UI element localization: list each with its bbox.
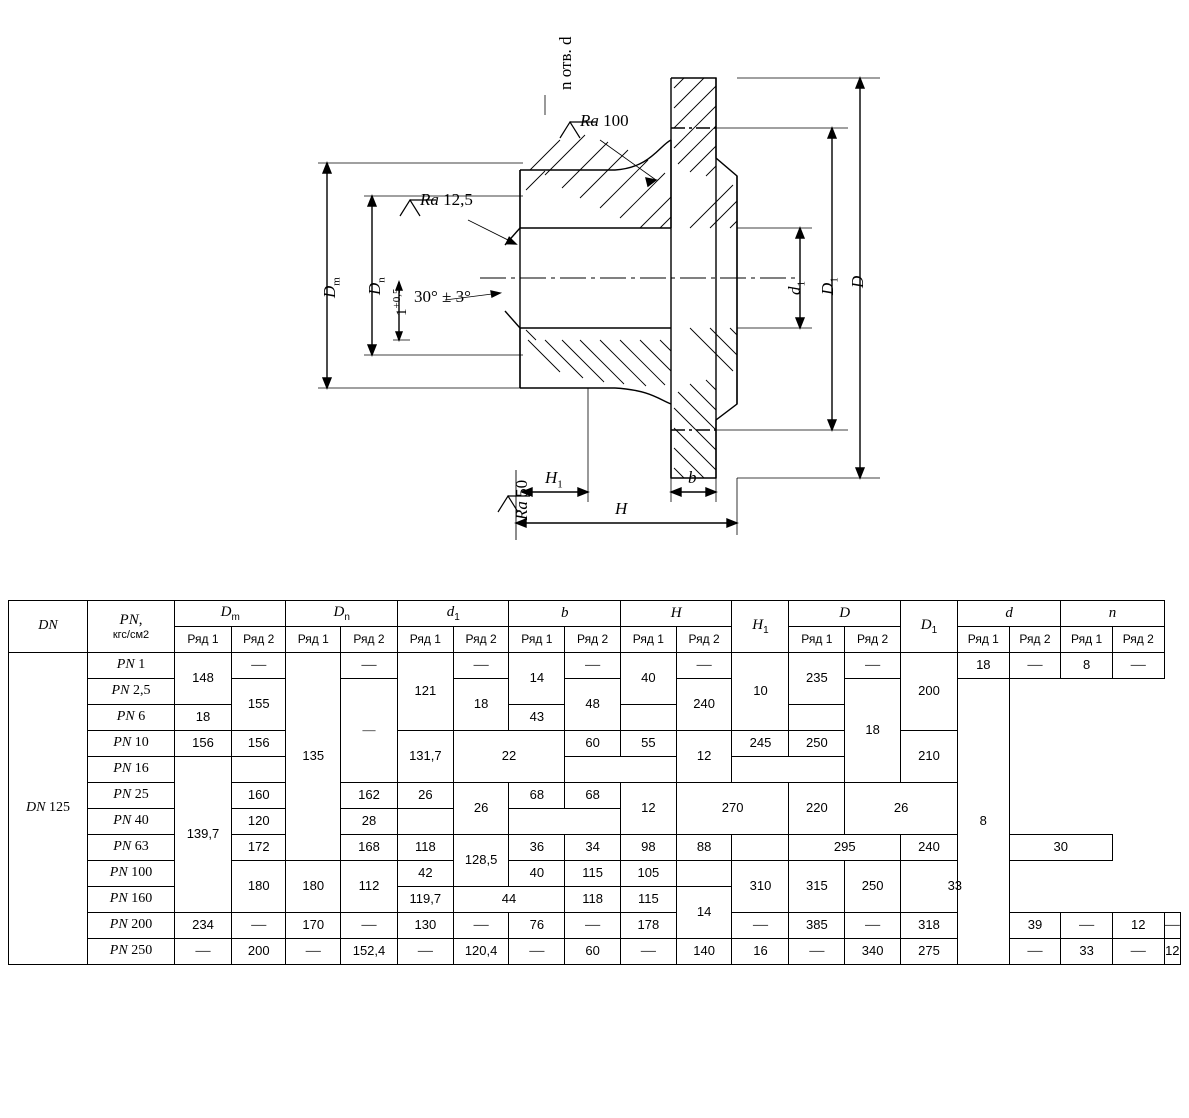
header-n-ryad2: Ряд 2 (1112, 627, 1164, 653)
cell-pn: PN 16 (88, 757, 175, 783)
cell-n-ryad1: 12 (1112, 913, 1164, 939)
header-dn: DN (9, 601, 88, 653)
cell-D-ryad1: — (789, 939, 845, 965)
cell-D1: 210 (900, 731, 957, 783)
cell-Dm-ryad1: 234 (175, 913, 232, 939)
cell-Dn-ryad2: 152,4 (341, 939, 398, 965)
cell-pn: PN 10 (88, 731, 175, 757)
label-H1: $H_1$ (545, 468, 563, 491)
cell-Dn-ryad2: — (341, 913, 398, 939)
cell-pn: PN 200 (88, 913, 175, 939)
cell-Dm-ryad1: 148 (175, 653, 232, 705)
cell-H1-3 (732, 835, 789, 861)
cell-D-ryad1: 235 (789, 653, 845, 705)
cell-b-ryad1: 36 (509, 835, 565, 861)
cell-H-ryad1: 98 (620, 835, 676, 861)
cell-Dm-ryad1: 172 (231, 835, 286, 861)
specification-table (8, 600, 1181, 965)
cell-D-ryad2: 240 (676, 679, 732, 731)
cell-b-ryad1: 14 (509, 653, 565, 705)
cell-Dn-ryad1: 135 (286, 653, 341, 861)
cell-Dm-ryad2: 162 (341, 783, 398, 809)
label-D: D (848, 275, 867, 288)
cell-H1: 16 (732, 939, 789, 965)
cell-d-ryad2: 33 (1061, 939, 1113, 965)
label-thickness: $1^{+0,5}$ (391, 288, 410, 316)
header-b-ryad1: Ряд 1 (509, 627, 565, 653)
cell-D1: 220 (789, 783, 845, 835)
cell-H-ryad1: 115 (565, 861, 621, 887)
cell-Dm-ryad2: — (231, 913, 286, 939)
cell-b-ryad1: 76 (509, 913, 565, 939)
cell-Dm-ryad2: 155 (231, 679, 286, 731)
cell-H-ryad2: 68 (565, 783, 621, 809)
cell-d-merged: 26 (845, 783, 958, 835)
label-D1: $D_1$ (818, 277, 841, 295)
cell-pn: PN 1 (88, 653, 175, 679)
header-d: d (957, 601, 1060, 627)
cell-Dn-ryad2-2: 139,7 (175, 757, 232, 913)
cell-Dm-ryad2: 156 (231, 731, 286, 757)
cell-H-ryad2: 88 (676, 835, 732, 861)
label-Dn: $D_n$ (365, 277, 388, 295)
label-ra-50: Ra 50 (512, 479, 531, 520)
cell-Dn-ryad1: — (286, 939, 341, 965)
header-Dm: $D_m$ (175, 601, 286, 627)
cell-b-ryad2: — (565, 913, 621, 939)
cell-H1-2: 12 (620, 783, 676, 835)
cell-d1-ryad1: 121 (397, 653, 453, 731)
cell-d1-ryad2: 119,7 (397, 887, 453, 913)
cell-D-ryad1: 310 (732, 861, 789, 913)
header-Dm-ryad1: Ряд 1 (175, 627, 232, 653)
cell-n-ryad1: 8 (1061, 653, 1113, 679)
header-b-ryad2: Ряд 2 (565, 627, 621, 653)
cell-pn: PN 2,5 (88, 679, 175, 705)
label-ra-12-5: Ra 12,5 (420, 190, 473, 209)
cell-d1-ryad2: 131,7 (397, 731, 453, 783)
cell-pn: PN 40 (88, 809, 175, 835)
cell-b-ryad1: 26 (397, 783, 453, 809)
header-D1: $D_1$ (900, 601, 957, 653)
label-Dm: $D_m$ (320, 277, 343, 298)
cell-Dm-ryad1: 160 (231, 783, 286, 809)
cell-b-ryad2: 40 (509, 861, 565, 887)
cell-Dm-ryad1: 180 (231, 861, 286, 913)
cell-b-merged: 44 (453, 887, 565, 913)
specification-table-wrap (8, 600, 1181, 965)
table-row (9, 653, 1181, 679)
cell-pn: PN 100 (88, 861, 175, 887)
header-D-ryad1: Ряд 1 (789, 627, 845, 653)
cell-b-ryad1: — (509, 939, 565, 965)
cell-pn: PN 63 (88, 835, 175, 861)
cell-b-ryad2: 60 (565, 939, 621, 965)
cell-Dm-ryad2: — (231, 653, 286, 679)
cell-d1-ryad1: — (397, 939, 453, 965)
cell-pn: PN 160 (88, 887, 175, 913)
header-d-ryad2: Ряд 2 (1009, 627, 1061, 653)
cell-n-ryad2: 12 (1164, 939, 1180, 965)
table-header-row-2 (9, 627, 1181, 653)
cell-pn: PN 6 (88, 705, 175, 731)
cell-pn: PN 25 (88, 783, 175, 809)
cell-D-ryad2: 340 (845, 939, 901, 965)
cell-d-ryad1: 39 (1009, 913, 1061, 939)
cell-H-ryad2: 48 (565, 679, 621, 731)
header-H-ryad1: Ряд 1 (620, 627, 676, 653)
cell-H-ryad1: 118 (565, 887, 621, 913)
header-n: n (1061, 601, 1164, 627)
header-H1: $H_1$ (732, 601, 789, 653)
table-head (9, 601, 1181, 653)
cell-D-ryad2: — (845, 913, 901, 939)
cell-n-merged: 8 (957, 679, 1009, 965)
cell-H-ryad1: 40 (620, 653, 676, 705)
cell-d-merged: 33 (900, 861, 1009, 913)
cell-Dm-ryad1: 156 (175, 731, 232, 757)
header-pn: PN, кгс/см2 (88, 601, 175, 653)
cell-b-ryad2: 34 (565, 835, 621, 861)
cell-b-ryad2: 18 (453, 679, 509, 731)
cell-n-ryad1: — (1112, 939, 1164, 965)
header-n-ryad1: Ряд 1 (1061, 627, 1113, 653)
cell-d1-ryad2: 128,5 (453, 835, 509, 887)
cell-d1-ryad1: 112 (341, 861, 398, 913)
cell-D1: 318 (900, 913, 957, 939)
cell-d1-ryad2: — (453, 913, 509, 939)
cell-H1: 10 (732, 653, 789, 731)
cell-d-ryad1: — (1009, 939, 1061, 965)
cell-d1-ryad1: 118 (397, 835, 453, 861)
table-body (9, 653, 1181, 965)
cell-H-ryad2: 115 (620, 887, 676, 913)
table-header-row-1 (9, 601, 1181, 627)
header-Dm-ryad2: Ряд 2 (231, 627, 286, 653)
header-H-ryad2: Ряд 2 (676, 627, 732, 653)
cell-Dm-ryad2: 168 (341, 835, 398, 861)
cell-b-ryad2: 26 (453, 783, 509, 835)
cell-D-ryad1: 385 (789, 913, 845, 939)
cell-b-ryad2: — (565, 653, 621, 679)
cell-Dn-ryad1: 170 (286, 913, 341, 939)
cell-n-ryad2: — (1112, 653, 1164, 679)
header-Dn: $D_n$ (286, 601, 397, 627)
cell-H1: 12 (676, 731, 732, 783)
cell-H-ryad2: — (676, 653, 732, 679)
cell-b-merged: 22 (453, 731, 565, 783)
cell-d-merged: 18 (845, 679, 901, 783)
cell-H-ryad1: 68 (509, 783, 565, 809)
cell-D-merged: 295 (789, 835, 901, 861)
cell-H-ryad1: 60 (565, 731, 621, 757)
header-Dn-ryad2: Ряд 2 (341, 627, 398, 653)
header-d1-ryad1: Ряд 1 (397, 627, 453, 653)
cell-H-ryad2: 140 (676, 939, 732, 965)
label-ra-100: Ra 100 (580, 111, 629, 130)
cell-b-ryad1: 28 (341, 809, 398, 835)
cell-H-ryad2: 55 (620, 731, 676, 757)
label-b: b (688, 468, 697, 487)
cell-b-ryad1: 18 (175, 705, 232, 731)
cell-Dm-ryad2: 180 (286, 861, 341, 913)
label-angle: 30° ± 3° (414, 287, 471, 306)
cell-pn: PN 250 (88, 939, 175, 965)
cell-H-ryad1: 178 (620, 913, 676, 939)
cell-d1-ryad1: 130 (397, 913, 453, 939)
label-H: H (615, 499, 628, 518)
cell-H-ryad2: 105 (620, 861, 676, 887)
cell-d1-ryad1: 120 (231, 809, 286, 835)
label-d1: $d_1$ (785, 281, 808, 295)
cell-H-ryad2: — (732, 913, 789, 939)
cell-D1: 200 (900, 653, 957, 731)
cell-H-ryad1: 43 (509, 705, 565, 731)
cell-D-ryad2: 315 (789, 861, 845, 913)
cell-D1: 275 (900, 939, 957, 965)
header-H: H (620, 601, 732, 627)
header-d1-ryad2: Ряд 2 (453, 627, 509, 653)
cell-D-ryad2: — (845, 653, 901, 679)
cell-D-ryad1: 245 (732, 731, 789, 757)
cell-d1-ryad2: 120,4 (453, 939, 509, 965)
cell-H1-4 (676, 861, 732, 887)
cell-d-merged: 30 (1009, 835, 1112, 861)
cell-b-ryad1: 42 (397, 861, 453, 887)
cell-D-merged: 270 (676, 783, 789, 835)
cell-d-ryad2: — (1061, 913, 1113, 939)
cell-d-ryad2: — (1009, 653, 1061, 679)
cell-n-ryad2: — (1164, 913, 1180, 939)
header-Dn-ryad1: Ряд 1 (286, 627, 341, 653)
cell-H1-5: 14 (676, 887, 732, 939)
cell-H-ryad1: — (620, 939, 676, 965)
cell-Dm-ryad1: — (175, 939, 232, 965)
label-n-otv-d: n отв. d (556, 36, 575, 90)
cell-D-ryad2: 250 (789, 731, 845, 757)
header-D: D (789, 601, 901, 627)
cell-d-ryad1: 18 (957, 653, 1009, 679)
cell-d1-ryad2: — (453, 653, 509, 679)
header-d1: $d_1$ (397, 601, 509, 627)
cell-dn: DN 125 (9, 653, 88, 965)
cell-Dm-ryad2: 200 (231, 939, 286, 965)
cell-D1: 250 (845, 861, 901, 913)
cell-Dn-ryad2: — (341, 653, 398, 679)
cell-D1: 240 (900, 835, 957, 861)
header-d-ryad1: Ряд 1 (957, 627, 1009, 653)
cell-Dn-ryad2: — (341, 679, 398, 783)
header-b: b (509, 601, 621, 627)
header-D-ryad2: Ряд 2 (845, 627, 901, 653)
